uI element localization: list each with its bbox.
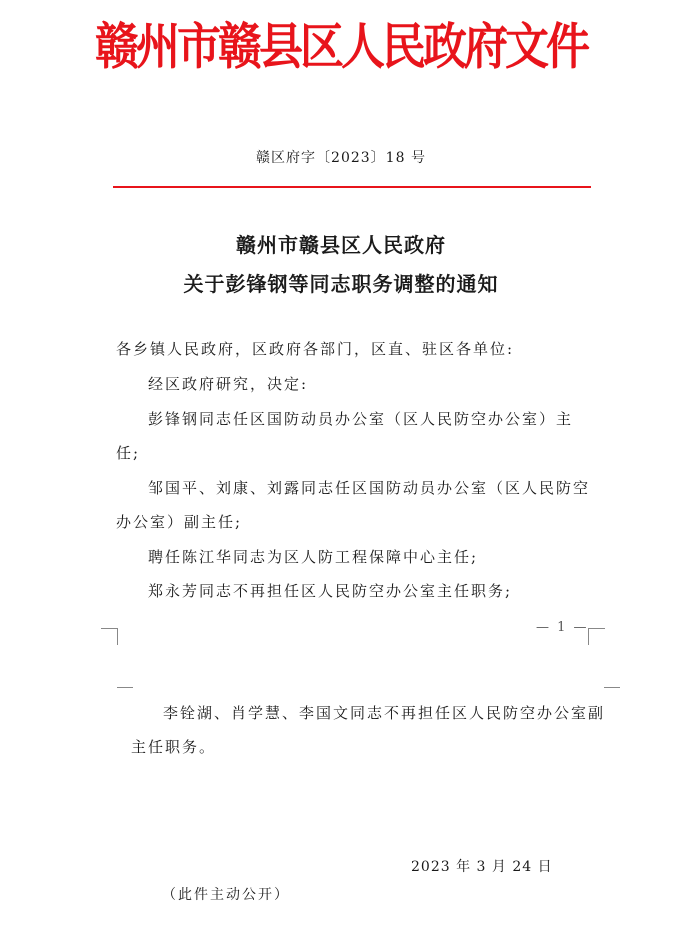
- disclosure-note: （此件主动公开）: [162, 887, 290, 903]
- page-corner-mark-bottom-left: [117, 687, 133, 688]
- body-paragraph-appointment-2-line-2: 办公室）副主任;: [116, 513, 243, 531]
- masthead-title: 赣州市赣县区人民政府文件: [95, 18, 587, 76]
- body-paragraph-removal-1: 郑永芳同志不再担任区人民防空办公室主任职务;: [148, 582, 513, 600]
- page-corner-mark-top-left: [101, 628, 118, 645]
- notice-title-line-2: 关于彭锋钢等同志职务调整的通知: [183, 272, 499, 296]
- body-paragraph-decision: 经区政府研究，决定:: [148, 375, 309, 393]
- page-number: — 1 —: [536, 620, 589, 635]
- body-paragraph-hire: 聘任陈江华同志为区人防工程保障中心主任;: [148, 548, 479, 566]
- document-number: 赣区府字〔2023〕18 号: [256, 150, 426, 166]
- page-corner-mark-top-right: [588, 628, 605, 645]
- notice-title-line-1: 赣州市赣县区人民政府: [236, 233, 446, 257]
- body-paragraph-appointment-2-line-1: 邹国平、刘康、刘露同志任区国防动员办公室（区人民防空: [148, 479, 591, 497]
- addressee: 各乡镇人民政府，区政府各部门，区直、驻区各单位:: [116, 340, 515, 358]
- issue-date: 2023 年 3 月 24 日: [411, 859, 553, 875]
- body-paragraph-removal-2-line-2: 主任职务。: [131, 738, 217, 756]
- body-paragraph-removal-2-line-1: 李铨湖、肖学慧、李国文同志不再担任区人民防空办公室副: [163, 704, 606, 722]
- body-paragraph-appointment-1-line-2: 任;: [116, 444, 141, 462]
- red-divider-line: [113, 186, 591, 188]
- body-paragraph-appointment-1-line-1: 彭锋钢同志任区国防动员办公室（区人民防空办公室）主: [148, 410, 574, 428]
- page-corner-mark-bottom-right: [604, 687, 620, 688]
